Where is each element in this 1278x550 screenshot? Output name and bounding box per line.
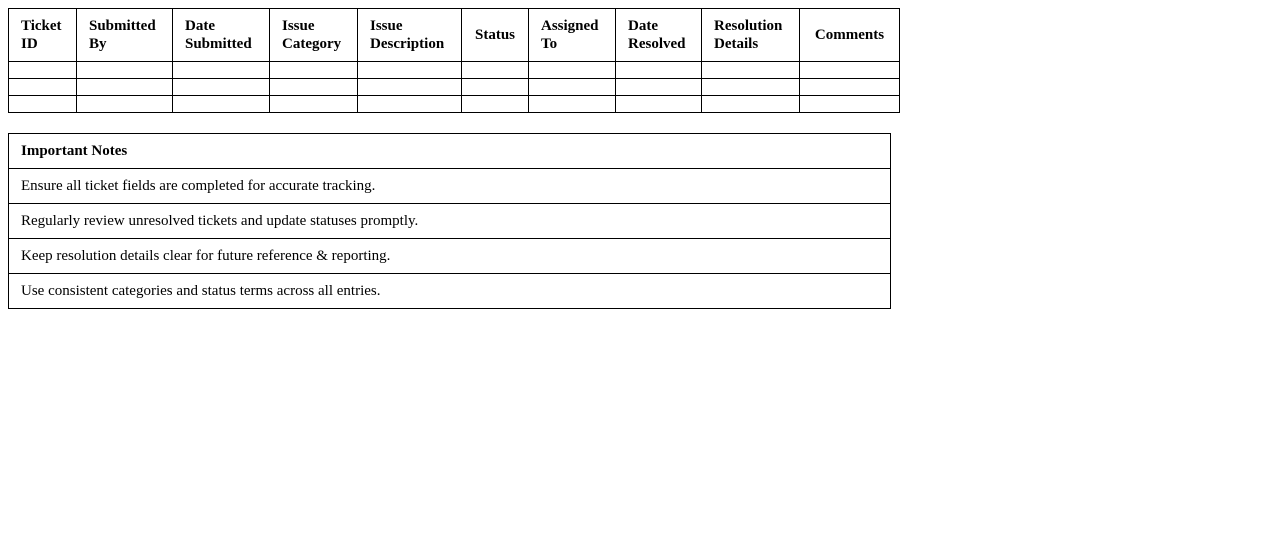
table-cell: [77, 62, 173, 79]
table-cell: [173, 79, 270, 96]
table-cell: [616, 79, 702, 96]
table-cell: [616, 96, 702, 113]
column-header-status: Status: [462, 9, 529, 62]
table-cell: [9, 79, 77, 96]
table-cell: [462, 79, 529, 96]
table-row: [9, 96, 900, 113]
table-header-row: [9, 9, 900, 62]
table-cell: [9, 96, 77, 113]
column-header-date-resolved: Date Resolved: [616, 9, 702, 62]
notes-heading: Important Notes: [9, 134, 891, 169]
note-item: Keep resolution details clear for future reference & reporting.: [9, 239, 891, 274]
table-cell: [358, 79, 462, 96]
note-row: [9, 274, 891, 309]
table-cell: [462, 96, 529, 113]
table-cell: [462, 62, 529, 79]
column-header-issue-category: Issue Category: [270, 9, 358, 62]
table-cell: [616, 62, 702, 79]
note-item: Use consistent categories and status terms across all entries.: [9, 274, 891, 309]
column-header-issue-description: Issue Description: [358, 9, 462, 62]
table-row: [9, 79, 900, 96]
table-cell: [77, 79, 173, 96]
table-cell: [800, 96, 900, 113]
table-cell: [529, 62, 616, 79]
table-row: [9, 62, 900, 79]
column-header-assigned-to: Assigned To: [529, 9, 616, 62]
table-cell: [702, 62, 800, 79]
table-cell: [270, 96, 358, 113]
column-header-submitted-by: Submitted By: [77, 9, 173, 62]
table-cell: [529, 79, 616, 96]
note-row: [9, 239, 891, 274]
table-cell: [358, 62, 462, 79]
table-cell: [270, 62, 358, 79]
column-header-comments: Comments: [800, 9, 900, 62]
important-notes-table: [8, 133, 891, 309]
table-cell: [270, 79, 358, 96]
table-cell: [529, 96, 616, 113]
table-cell: [77, 96, 173, 113]
column-header-resolution-details: Resolution Details: [702, 9, 800, 62]
note-item: Regularly review unresolved tickets and update statuses promptly.: [9, 204, 891, 239]
table-cell: [702, 96, 800, 113]
table-cell: [800, 62, 900, 79]
table-cell: [173, 96, 270, 113]
note-item: Ensure all ticket fields are completed for accurate tracking.: [9, 169, 891, 204]
table-cell: [358, 96, 462, 113]
notes-heading-row: [9, 134, 891, 169]
table-cell: [9, 62, 77, 79]
ticket-tracking-table: [8, 8, 900, 113]
column-header-ticket-id: Ticket ID: [9, 9, 77, 62]
column-header-date-submitted: Date Submitted: [173, 9, 270, 62]
note-row: [9, 204, 891, 239]
ticket-table-body: [9, 62, 900, 113]
note-row: [9, 169, 891, 204]
table-cell: [173, 62, 270, 79]
table-cell: [800, 79, 900, 96]
table-cell: [702, 79, 800, 96]
